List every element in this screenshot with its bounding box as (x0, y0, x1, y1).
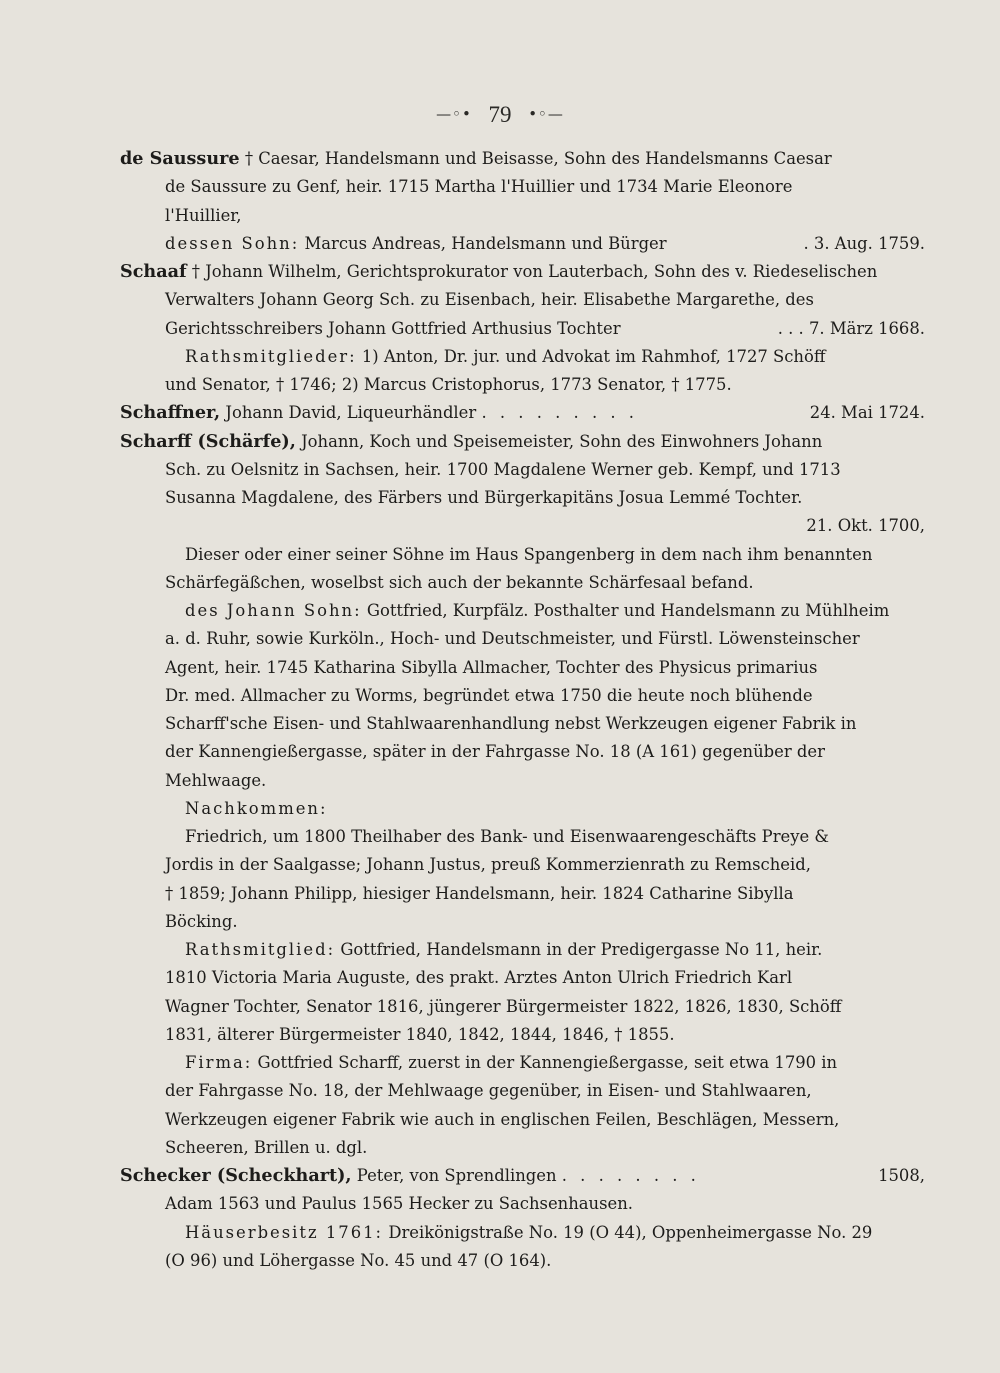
entry-date: 24. Mai 1724. (809, 403, 925, 423)
son-label: dessen Sohn: (165, 233, 300, 253)
page-number: 79 (488, 102, 512, 127)
descendants-text: Böcking. (165, 911, 238, 931)
entry-line: Susanna Magdalene, des Färbers und Bürgerkapitäns Josua Lemmé Tochter. (165, 488, 803, 507)
council-label: Rathsmitglieder: (185, 346, 357, 366)
entry-line: † Johann Wilhelm, Gerichtsprokurator von Lauterbach, Sohn des v. Riedeselischen (191, 262, 878, 281)
firm-text: Werkzeugen eigener Fabrik wie auch in englischen Feilen, Beschlägen, Messern, (165, 1109, 840, 1129)
entry-line: † Caesar, Handelsmann und Beisasse, Sohn des Handelsmanns Caesar (244, 149, 832, 168)
entry-schecker (120, 1162, 925, 1275)
council-text: 1810 Victoria Maria Auguste, des prakt. Arztes Anton Ulrich Friedrich Karl (165, 968, 793, 988)
entry-name: Schecker (Scheckhart), (120, 1165, 352, 1186)
council-text: 1) Anton, Dr. jur. und Advokat im Rahmhof, 1727 Schöff (361, 346, 826, 366)
council-text: Wagner Tochter, Senator 1816, jüngerer Bürgermeister 1822, 1826, 1830, Schöff (165, 996, 842, 1016)
firm-text: Scheeren, Brillen u. dgl. (165, 1137, 368, 1157)
entry-line: de Saussure zu Genf, heir. 1715 Martha l'Huillier und 1734 Marie Eleonore (165, 177, 793, 197)
entry-line: Adam 1563 und Paulus 1565 Hecker zu Sachsenhausen. (165, 1194, 633, 1214)
house-text: Dreikönigstraße No. 19 (O 44), Oppenheimergasse No. 29 (388, 1222, 873, 1242)
firm-text: der Fahrgasse No. 18, der Mehlwaage gegenüber, in Eisen- und Stahlwaaren, (165, 1081, 812, 1101)
entry-line-row (165, 315, 925, 343)
entry-name: Schaaf (120, 261, 187, 282)
son-text: Gottfried, Kurpfälz. Posthalter und Handelsmann zu Mühlheim (366, 601, 890, 620)
entry-son-row (165, 230, 925, 258)
son-text: a. d. Ruhr, sowie Kurköln., Hoch- und Deutschmeister, und Fürstl. Löwensteinscher (165, 629, 860, 649)
leader-dots: . . . . . . . . (561, 1166, 700, 1185)
descendants-text: † 1859; Johann Philipp, hiesiger Handelsmann, heir. 1824 Catharine Sibylla (165, 883, 794, 903)
entry-scharff (120, 428, 925, 1163)
ornament-right: •◦— (528, 105, 564, 123)
council-label: Rathsmitglied: (185, 940, 336, 959)
descendants-label: Nachkommen: (185, 798, 328, 818)
leader-dots: . . . . . . . . . (481, 403, 639, 423)
entry-name: de Saussure (120, 148, 240, 169)
entry-line: l'Huillier, (165, 205, 242, 225)
son-text: Marcus Andreas, Handelsmann und Bürger (304, 233, 667, 253)
entry-text: Johann David, Liqueurhändler (225, 403, 477, 423)
house-text: (O 96) und Löhergasse No. 45 und 47 (O 164). (165, 1250, 552, 1270)
entry-line: Sch. zu Oelsnitz in Sachsen, heir. 1700 Magdalene Werner geb. Kempf, und 1713 (165, 459, 841, 479)
entry-date: . . . 7. März 1668. (777, 318, 925, 338)
council-text: und Senator, † 1746; 2) Marcus Cristophorus, 1773 Senator, † 1775. (165, 375, 732, 394)
descendants-text: Friedrich, um 1800 Theilhaber des Bank- und Eisenwaarengeschäfts Preye & (185, 827, 829, 846)
son-text: Dr. med. Allmacher zu Worms, begründet etwa 1750 die heute noch blühende (165, 685, 813, 705)
firm-text: Gottfried Scharff, zuerst in der Kannengießergasse, seit etwa 1790 in (257, 1053, 838, 1072)
entry-name: Scharff (Schärfe), (120, 430, 296, 452)
son-text: Agent, heir. 1745 Katharina Sibylla Allmacher, Tochter des Physicus primarius (165, 657, 818, 677)
note-line: Dieser oder einer seiner Söhne im Haus Spangenberg in dem nach ihm benannten (185, 544, 873, 564)
firm-label: Firma: (185, 1053, 253, 1072)
son-text: Mehlwaage. (165, 770, 267, 790)
council-text: Gottfried, Handelsmann in der Predigergasse No 11, heir. (340, 940, 823, 959)
son-text: der Kannengießergasse, später in der Fahrgasse No. 18 (A 161) gegenüber der (165, 742, 825, 762)
entry-date: 1508, (878, 1166, 925, 1185)
son-date: . 3. Aug. 1759. (803, 233, 925, 253)
descendants-text: Jordis in der Saalgasse; Johann Justus, preuß Kommerzienrath zu Remscheid, (165, 855, 811, 875)
entry-saussure (120, 145, 925, 258)
son-label: des Johann Sohn: (185, 601, 362, 620)
entry-line: Verwalters Johann Georg Sch. zu Eisenbach, heir. Elisabethe Margarethe, des (165, 290, 814, 310)
note-line: Schärfegäßchen, woselbst sich auch der bekannte Schärfesaal befand. (165, 572, 754, 592)
entry-text: Peter, von Sprendlingen (356, 1166, 557, 1185)
entry-schaffner (120, 399, 925, 427)
entry-schaaf (120, 258, 925, 399)
entry-line: Johann, Koch und Speisemeister, Sohn des Einwohners Johann (301, 431, 823, 451)
son-text: Scharff'sche Eisen- und Stahlwaarenhandlung nebst Werkzeugen eigener Fabrik in (165, 714, 857, 733)
page-header (0, 102, 1000, 128)
entry-date: 21. Okt. 1700, (806, 516, 925, 536)
house-label: Häuserbesitz 1761: (185, 1222, 384, 1242)
page-body (120, 145, 925, 1275)
entry-name: Schaffner, (120, 402, 221, 424)
council-text: 1831, älterer Bürgermeister 1840, 1842, 1844, 1846, † 1855. (165, 1024, 675, 1044)
entry-line: Gerichtsschreibers Johann Gottfried Arthusius Tochter (165, 318, 621, 338)
ornament-left: —◦• (436, 105, 472, 123)
